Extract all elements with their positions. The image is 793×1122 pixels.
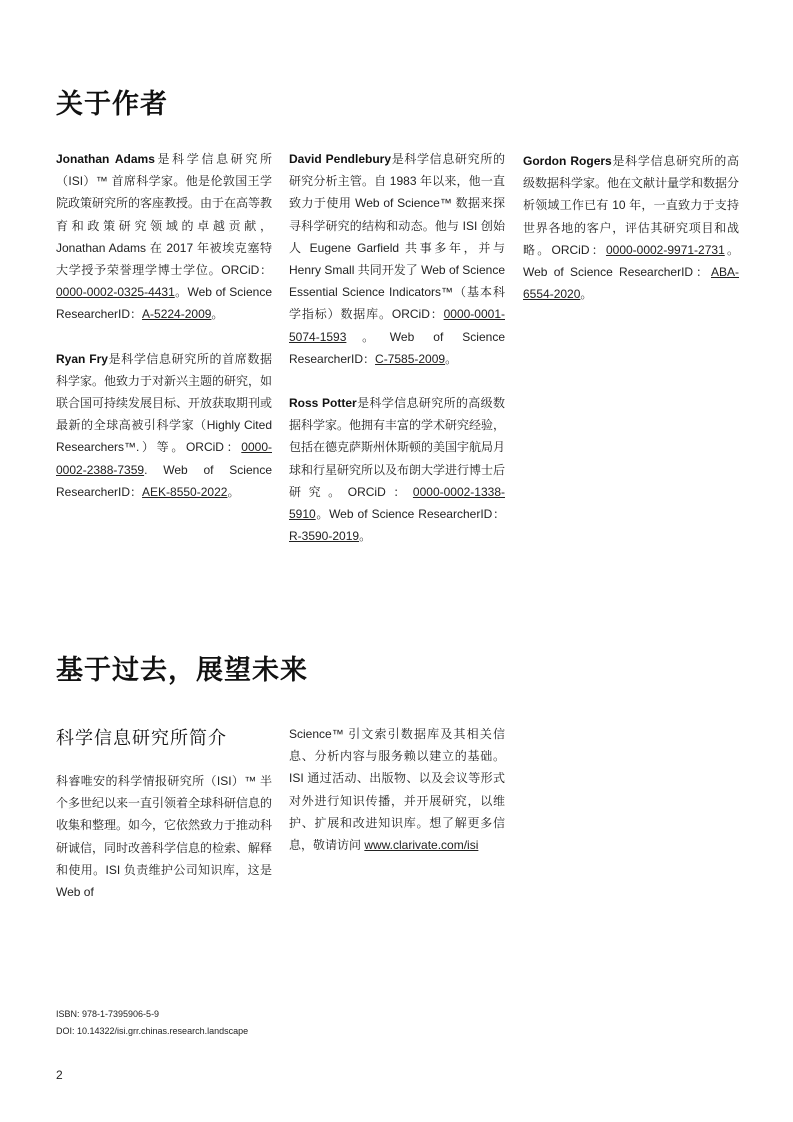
orcid-link[interactable]: 0000-0002-2388-7359 [56, 440, 272, 477]
researcherid-link[interactable]: C-7585-2009 [375, 351, 446, 366]
researcherid-label: . Web of Science ResearcherID： [56, 462, 272, 499]
researcherid-link[interactable]: AEK-8550-2022 [142, 484, 228, 499]
author-bio-rogers [523, 150, 739, 305]
author-column-1 [56, 148, 272, 503]
orcid-link[interactable]: 0000-0001-5074-1593 [289, 307, 505, 344]
author-name: David Pendlebury [289, 152, 392, 166]
author-bio-text: 是科学信息研究所的高级数据科学家。他拥有丰富的学术研究经验，包括在德克萨斯州休斯顿的美国宇航局月球和行星研究所以及布朗大学进行博士后研究。ORCiD： [289, 396, 506, 499]
researcherid-label: 。Web of Science ResearcherID： [289, 329, 505, 366]
researcherid-link[interactable]: ABA-6554-2020 [523, 265, 739, 302]
orcid-link[interactable]: 0000-0002-0325-4431 [56, 285, 175, 300]
author-name: Ross Potter [289, 396, 357, 411]
sentence-end: 。 [445, 351, 458, 366]
isi-intro-column-1 [56, 770, 272, 903]
isi-intro-paragraph-1: 科睿唯安的科学情报研究所（ISI）™ 半个多世纪以来一直引领着全球科研信息的收集和整理。如今，它依然致力于推动科研诚信，同时改善科学信息的检索、解释和使用。ISI 负责维护公司知识库，这是 Web of [56, 774, 273, 900]
clarivate-link[interactable]: www.clarivate.com/isi [364, 838, 479, 853]
isbn: ISBN: 978-1-7395906-5-9 [56, 1009, 160, 1019]
sentence-end: 。 [227, 484, 240, 499]
author-column-3 [523, 150, 739, 305]
researcherid-link[interactable]: R-3590-2019 [289, 529, 360, 544]
author-bio-pendlebury [289, 148, 505, 370]
author-bio-fry [56, 348, 272, 503]
orcid-link[interactable]: 0000-0002-1338-5910 [289, 484, 505, 522]
sentence-end: 。 [580, 287, 593, 302]
researcherid-label: 。Web of Science ResearcherID： [523, 242, 739, 280]
researcherid-link[interactable]: A-5224-2009 [142, 307, 212, 322]
author-bio-text: 是科学信息研究所的研究分析主管。自 1983 年以来，他一直致力于使用 Web of Science™ 数据来探寻科学研究的结构和动态。他与 ISI 创始人 Eugene Garfield 共事多年，并与 Henry Small 共同开发了 Web of Science Essential Science Indicators™（基本科学指标）数据库。ORCiD： [289, 152, 505, 322]
researcherid-label: 。Web of Science ResearcherID： [315, 507, 505, 522]
section-title-about-authors: 关于作者 [56, 89, 168, 119]
author-bio-adams [56, 148, 272, 326]
isi-intro-text: Science™ 引文索引数据库及其相关信息、分析内容与服务赖以建立的基础。ISI 通过活动、出版物、以及会议等形式对外进行知识传播，并开展研究，以维护、扩展和改进知识库。想了解更多信息，敬请访问 [289, 727, 505, 853]
author-name: Jonathan Adams [56, 152, 155, 166]
doi: DOI: 10.14322/isi.grr.chinas.research.landscape [56, 1026, 249, 1036]
publication-meta [56, 1006, 248, 1040]
author-bio-text: 是科学信息研究所（ISI）™ 首席科学家。他是伦敦国王学院政策研究所的客座教授。由于在高等教育和政策研究领域的卓越贡献，Jonathan Adams 在 2017 年被埃克塞特大学授予荣誉理学博士学位。ORCiD： [56, 152, 273, 278]
orcid-link[interactable]: 0000-0002-9971-2731 [605, 242, 725, 257]
section-title-future: 基于过去，展望未来 [56, 655, 308, 685]
sentence-end: 。 [211, 307, 224, 322]
author-name: Ryan Fry [56, 351, 108, 366]
sentence-end: 。 [359, 529, 372, 544]
author-column-2 [289, 148, 505, 547]
page-number: 2 [56, 1068, 63, 1082]
isi-intro-column-2 [289, 723, 505, 856]
author-bio-potter [289, 392, 505, 547]
isi-intro-paragraph-2 [289, 723, 505, 856]
author-bio-text: 是科学信息研究所的高级数据科学家。他在文献计量学和数据分析领域工作已有 10 年，一直致力于支持世界各地的客户，评估其研究项目和战略。ORCiD： [523, 154, 740, 257]
author-bio-text: 是科学信息研究所的首席数据科学家。他致力于对新兴主题的研究，如联合国可持续发展目标、开放获取期刊或最新的全球高被引科学家（Highly Cited Researchers™.）等。ORCiD： [56, 351, 273, 455]
author-name: Gordon Rogers [523, 154, 612, 168]
researcherid-label: 。Web of Science ResearcherID： [56, 285, 272, 322]
isi-intro-subtitle: 科学信息研究所简介 [56, 728, 227, 748]
